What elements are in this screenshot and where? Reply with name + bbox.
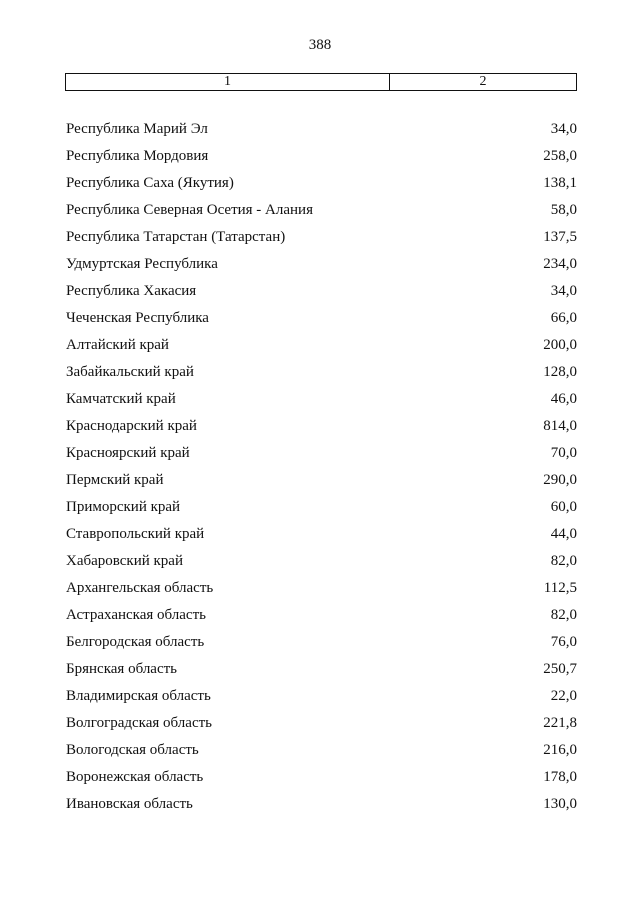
region-value: 46,0 (550, 391, 577, 407)
region-name: Вологодская область (66, 742, 199, 758)
region-value: 44,0 (550, 526, 577, 542)
region-name: Владимирская область (66, 688, 211, 704)
region-value: 34,0 (550, 121, 577, 137)
region-name: Ставропольский край (66, 526, 205, 542)
region-name: Республика Мордовия (66, 148, 209, 164)
table-header (65, 73, 577, 91)
region-name: Хабаровский край (66, 553, 183, 569)
region-name: Забайкальский край (66, 364, 194, 380)
region-name: Пермский край (66, 472, 164, 488)
region-value: 138,1 (543, 175, 577, 191)
region-name: Алтайский край (66, 337, 169, 353)
region-value: 178,0 (543, 769, 577, 785)
region-name: Брянская область (66, 661, 178, 677)
region-value: 216,0 (543, 742, 577, 758)
region-name: Камчатский край (66, 391, 176, 407)
region-name: Удмуртская Республика (66, 256, 218, 272)
table-row (66, 575, 577, 602)
region-value: 814,0 (543, 418, 577, 434)
region-value: 60,0 (550, 499, 577, 515)
column-header-1: 1 (66, 74, 390, 90)
page-number: 388 (308, 37, 332, 53)
region-value: 221,8 (543, 715, 577, 731)
region-value: 137,5 (543, 229, 577, 245)
table-row (66, 143, 577, 170)
table-row (66, 683, 577, 710)
table-row (66, 224, 577, 251)
region-value: 58,0 (550, 202, 577, 218)
table-row (66, 548, 577, 575)
table-row (66, 629, 577, 656)
table-row (66, 764, 577, 791)
region-value: 76,0 (550, 634, 577, 650)
table-row (66, 791, 577, 818)
table-row (66, 116, 577, 143)
table-row (66, 494, 577, 521)
table-row (66, 467, 577, 494)
region-table (66, 116, 577, 818)
table-row (66, 251, 577, 278)
region-value: 82,0 (550, 607, 577, 623)
table-row (66, 197, 577, 224)
region-name: Республика Татарстан (Татарстан) (66, 229, 286, 245)
table-row (66, 656, 577, 683)
region-value: 112,5 (543, 580, 577, 596)
region-value: 290,0 (543, 472, 577, 488)
region-name: Республика Северная Осетия - Алания (66, 202, 313, 218)
region-name: Ивановская область (66, 796, 193, 812)
table-row (66, 359, 577, 386)
region-value: 250,7 (543, 661, 577, 677)
table-row (66, 440, 577, 467)
region-name: Белгородская область (66, 634, 205, 650)
column-header-2: 2 (479, 74, 487, 89)
region-value: 128,0 (543, 364, 577, 380)
table-row (66, 305, 577, 332)
table-row (66, 278, 577, 305)
region-value: 258,0 (543, 148, 577, 164)
region-name: Краснодарский край (66, 418, 197, 434)
table-row (66, 332, 577, 359)
table-row (66, 521, 577, 548)
region-value: 130,0 (543, 796, 577, 812)
region-name: Воронежская область (66, 769, 204, 785)
table-row (66, 413, 577, 440)
table-row (66, 737, 577, 764)
table-row (66, 170, 577, 197)
table-row (66, 710, 577, 737)
region-name: Республика Саха (Якутия) (66, 175, 234, 191)
region-name: Приморский край (66, 499, 181, 515)
region-value: 34,0 (550, 283, 577, 299)
region-value: 22,0 (550, 688, 577, 704)
region-name: Чеченская Республика (66, 310, 209, 326)
region-value: 66,0 (550, 310, 577, 326)
region-value: 70,0 (550, 445, 577, 461)
region-name: Республика Марий Эл (66, 121, 208, 137)
table-row (66, 386, 577, 413)
region-value: 82,0 (550, 553, 577, 569)
region-value: 234,0 (543, 256, 577, 272)
region-name: Волгоградская область (66, 715, 212, 731)
table-row (66, 602, 577, 629)
region-value: 200,0 (543, 337, 577, 353)
region-name: Республика Хакасия (66, 283, 197, 299)
region-name: Красноярский край (66, 445, 190, 461)
region-name: Астраханская область (66, 607, 206, 623)
region-name: Архангельская область (66, 580, 214, 596)
